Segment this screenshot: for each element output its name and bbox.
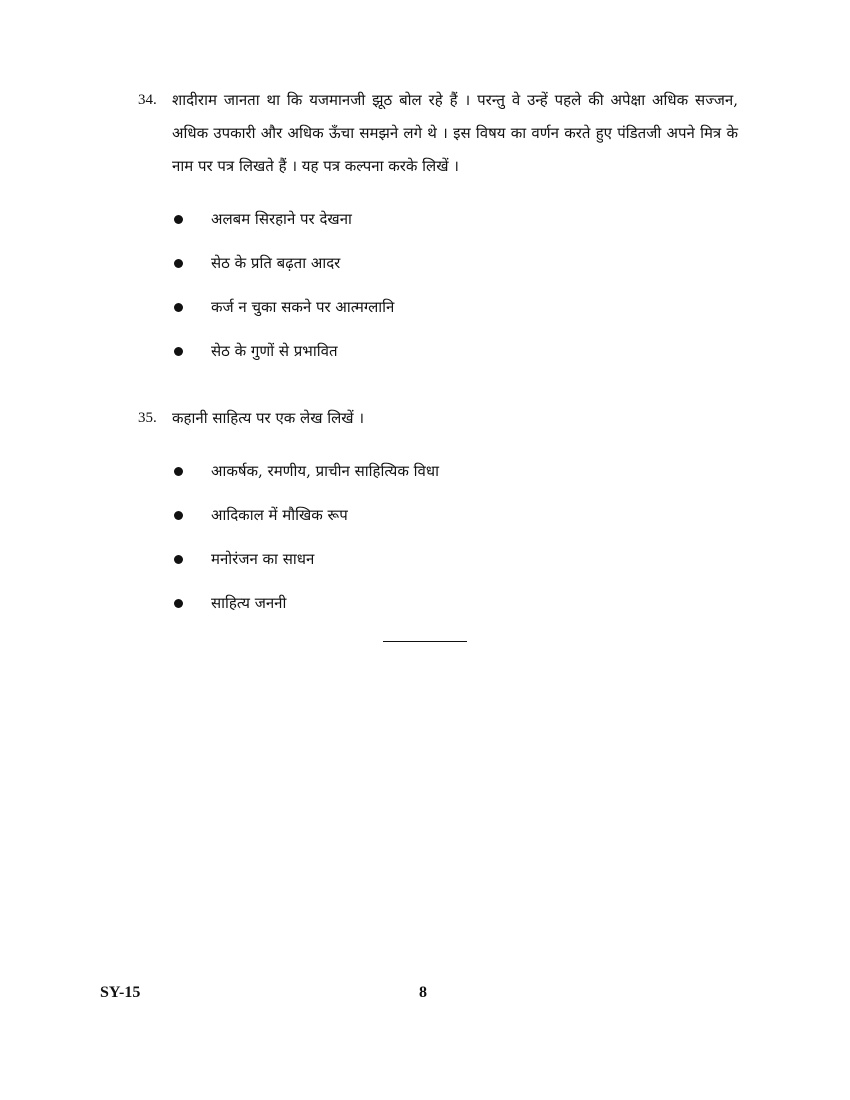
bullet-icon [174, 511, 183, 520]
question-row [138, 84, 738, 183]
question-34 [138, 84, 738, 373]
hint-point [174, 537, 738, 581]
question-number: 35. [138, 410, 157, 426]
bullet-icon [174, 599, 183, 608]
question-number: 34. [138, 92, 157, 108]
question-text: शादीराम जानता था कि यजमानजी झूठ बोल रहे हैं । परन्तु वे उन्हें पहले की अपेक्षा अधिक सज्जन, अधिक उपकारी और अधिक ऊँचा समझने लगे थे । इस विषय का वर्णन करते हुए पंडितजी अपने मित्र के नाम पर पत्र लिखते हैं । यह पत्र कल्पना करके लिखें । [172, 91, 738, 175]
bullet-icon [174, 467, 183, 476]
hint-point [174, 197, 738, 241]
hint-points-list [138, 449, 738, 625]
question-35 [138, 402, 738, 625]
bullet-icon [174, 259, 183, 268]
footer-paper-code: SY-15 [100, 984, 141, 1001]
hint-point-text: अलबम सिरहाने पर देखना [211, 210, 352, 228]
hint-point [174, 493, 738, 537]
footer-page-number: 8 [419, 984, 427, 1001]
question-text: कहानी साहित्य पर एक लेख लिखें । [172, 409, 365, 427]
hint-points-list [138, 197, 738, 373]
end-of-section-rule [383, 641, 467, 642]
hint-point-text: सेठ के प्रति बढ़ता आदर [211, 254, 341, 272]
hint-point-text: आदिकाल में मौखिक रूप [211, 506, 348, 524]
hint-point-text: मनोरंजन का साधन [211, 550, 315, 568]
hint-point [174, 241, 738, 285]
bullet-icon [174, 555, 183, 564]
hint-point-text: सेठ के गुणों से प्रभावित [211, 342, 338, 360]
bullet-icon [174, 215, 183, 224]
hint-point [174, 581, 738, 625]
hint-point [174, 285, 738, 329]
hint-point-text: आकर्षक, रमणीय, प्राचीन साहित्यिक विधा [211, 462, 440, 480]
question-row [138, 402, 738, 435]
bullet-icon [174, 303, 183, 312]
bullet-icon [174, 347, 183, 356]
hint-point [174, 449, 738, 493]
hint-point [174, 329, 738, 373]
hint-point-text: साहित्य जननी [211, 594, 287, 612]
hint-point-text: कर्ज न चुका सकने पर आत्मग्लानि [211, 298, 395, 316]
